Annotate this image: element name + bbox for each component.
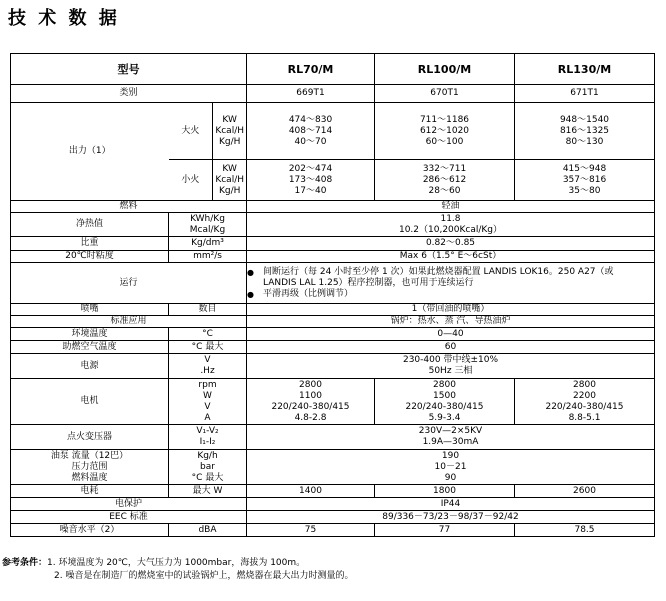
line: LANDIS LAL 1.25）程序控制器，也可用于连续运行	[263, 277, 474, 288]
row-label: 电源	[11, 354, 169, 379]
unit-cell: mm²/s	[169, 251, 247, 263]
cell: 230V—2×5KV 1.9A—30mA	[247, 425, 655, 450]
unit-cell: dBA	[169, 524, 247, 537]
bullet-line: ● 平滑再级（比例调节）	[249, 289, 652, 300]
cell	[247, 263, 655, 304]
row-label: 20℃时粘度	[11, 251, 169, 263]
cell: IP44	[247, 498, 655, 511]
cell: 2800 2200 220/240-380/415 8.8-5.1	[515, 379, 655, 425]
row-label: 净热值	[11, 213, 169, 237]
combustion-air-row	[11, 341, 655, 354]
cell: 670T1	[375, 85, 515, 103]
cell: 948～1540 816～1325 80～130	[515, 103, 655, 160]
cell: 669T1	[247, 85, 375, 103]
unit-cell: KW Kcal/H Kg/H	[215, 114, 244, 147]
row-label: 环境温度	[11, 328, 169, 341]
unit-cell: KW Kcal/H Kg/H	[215, 163, 244, 196]
cell: 0—40	[247, 328, 655, 341]
cell: 0.82～0.85	[247, 237, 655, 251]
nozzle-row	[11, 304, 655, 316]
row-label: EEC 标准	[11, 511, 247, 524]
row-label: 标准应用	[11, 316, 247, 328]
cell: 11.8 10.2（10,200Kcal/Kg）	[247, 213, 655, 237]
cell: 332～711 286～612 28～60	[375, 160, 515, 201]
consumption-row	[11, 485, 655, 498]
cell: 89/336－73/23－98/37－92/42	[247, 511, 655, 524]
unit-cell: rpm W V A	[169, 379, 247, 425]
unit-cell: °C	[169, 328, 247, 341]
unit-cell: V .Hz	[169, 354, 247, 379]
page-title: 技 术 数 据	[8, 8, 120, 29]
pump-row	[11, 450, 655, 485]
row-label: 油泵 流量（12巴） 压力范围 燃料温度	[11, 450, 169, 485]
unit-cell: V₁-V₂ I₁-I₂	[169, 425, 247, 450]
density-row	[11, 237, 655, 251]
heat-row	[11, 213, 655, 237]
row-label: 噪音水平（2）	[11, 524, 169, 537]
row-label: 助燃空气温度	[11, 341, 169, 354]
cell: Max 6（1.5° E～6cSt）	[247, 251, 655, 263]
cell: 60	[247, 341, 655, 354]
fuel-row	[11, 201, 655, 213]
cell: 671T1	[515, 85, 655, 103]
eec-row	[11, 511, 655, 524]
row-label: 电耗	[11, 485, 169, 498]
row-label: 电机	[11, 379, 169, 425]
unit-cell: 数目	[169, 304, 247, 316]
protection-row	[11, 498, 655, 511]
power-row	[11, 354, 655, 379]
cell: 202～474 173～408 17～40	[247, 160, 375, 201]
row-label: 喷嘴	[11, 304, 169, 316]
cell: 75	[247, 524, 375, 537]
cell: 77	[375, 524, 515, 537]
unit-cell: KWh/Kg Mcal/Kg	[169, 213, 247, 237]
category-row	[11, 85, 655, 103]
row-label: 出力（1）	[11, 103, 169, 201]
unit-cell: Kg/h bar °C 最大	[169, 450, 247, 485]
cell: 2800 1500 220/240-380/415 5.9-3.4	[375, 379, 515, 425]
cell: 474～830 408～714 40～70	[247, 103, 375, 160]
application-row	[11, 316, 655, 328]
row-label: 点火变压器	[11, 425, 169, 450]
cell: 711～1186 612～1020 60～100	[375, 103, 515, 160]
sub-label	[169, 103, 247, 160]
unit-cell: Kg/dm³	[169, 237, 247, 251]
model-name: RL70/M	[247, 54, 375, 85]
spec-table	[10, 53, 655, 537]
model-name: RL100/M	[375, 54, 515, 85]
cell: 2800 1100 220/240-380/415 4.8-2.8	[247, 379, 375, 425]
cell: 190 10－21 90	[247, 450, 655, 485]
unit-cell: °C 最大	[169, 341, 247, 354]
sub-label-low: 小火	[169, 160, 213, 200]
unit-cell: 最大 W	[169, 485, 247, 498]
bullet-line: ● 间断运行（每 24 小时至少停 1 次）如果此燃烧器配置 LANDIS LOK16。250 A27（或	[249, 267, 652, 278]
row-label: 类别	[11, 85, 247, 103]
model-label: 型号	[11, 54, 247, 85]
cell: 2600	[515, 485, 655, 498]
cell: 1800	[375, 485, 515, 498]
noise-row	[11, 524, 655, 537]
output-high-row	[11, 103, 655, 160]
operation-row	[11, 263, 655, 304]
row-label: 运行	[11, 263, 247, 304]
cell: 1（带回油的喷嘴）	[247, 304, 655, 316]
row-label: 比重	[11, 237, 169, 251]
transformer-row	[11, 425, 655, 450]
row-label: 电保护	[11, 498, 247, 511]
note-line: 1. 环境温度为 20℃，大气压力为 1000mbar，海拔为 100m。	[47, 558, 306, 568]
cell: 415～948 357～816 35～80	[515, 160, 655, 201]
cell: 78.5	[515, 524, 655, 537]
notes-label: 参考条件：	[2, 558, 48, 568]
note-line: 2. 噪音是在制造厂的燃烧室中的试验锅炉上，燃烧器在最大出力时测量的。	[54, 571, 354, 581]
cell: 230-400 带中线±10% 50Hz 三相	[247, 354, 655, 379]
cell: 轻油	[247, 201, 655, 213]
ambient-row	[11, 328, 655, 341]
model-row	[11, 54, 655, 85]
cell: 1400	[247, 485, 375, 498]
reference-notes	[2, 557, 353, 583]
sub-label-high: 大火	[169, 103, 213, 159]
model-name: RL130/M	[515, 54, 655, 85]
sub-label	[169, 160, 247, 201]
motor-row	[11, 379, 655, 425]
viscosity-row	[11, 251, 655, 263]
cell: 锅炉：热水、蒸 汽、导热油炉	[247, 316, 655, 328]
row-label: 燃料	[11, 201, 247, 213]
